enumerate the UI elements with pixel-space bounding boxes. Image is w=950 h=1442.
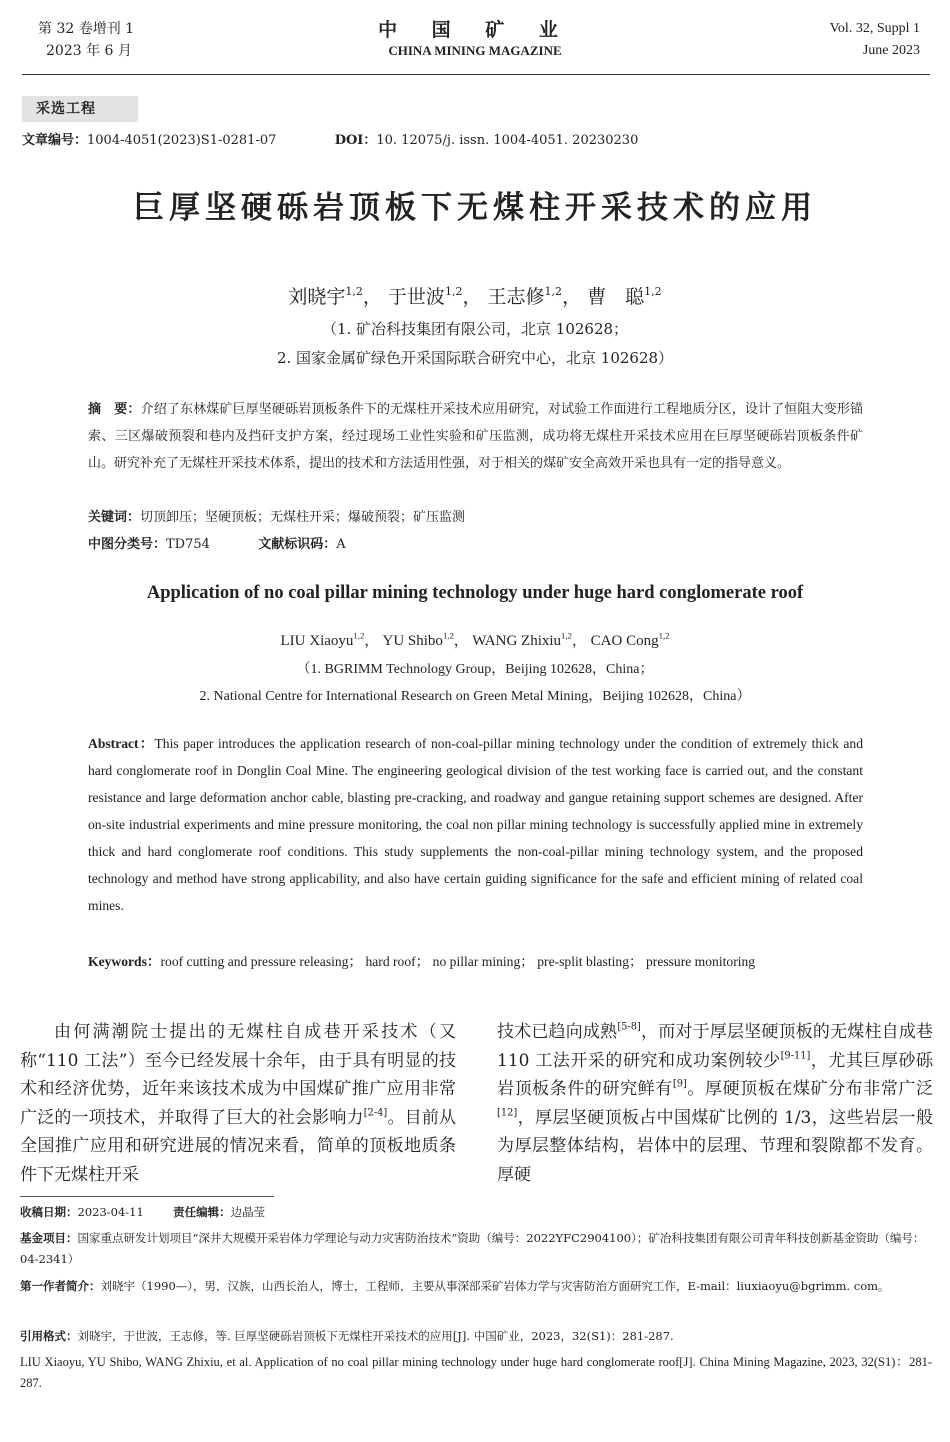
- footnote-cite-en: LIU Xiaoyu, YU Shibo, WANG Zhixiu, et al. Application of no coal pillar mining technology under huge hard conglomerate roof[J]. China Mining Magazine, 2023, 32(S1)：281-287.: [20, 1355, 932, 1390]
- abstract-cn-label: 摘 要：: [88, 402, 141, 417]
- body-text: 。厚硬顶板在煤矿分布非常广泛: [686, 1079, 934, 1099]
- body-text: ，而对于厚层坚硬顶板的无煤柱自成巷 110 工法开采的研究和成功案例较少: [497, 1022, 934, 1071]
- affiliation-en-1: （1. BGRIMM Technology Group，Beijing 102628，China；: [296, 662, 654, 677]
- article-meta: [22, 132, 638, 150]
- author-aff: 1,2: [442, 630, 454, 641]
- citation-ref[interactable]: [5-8]: [617, 1021, 641, 1033]
- authors-en: [0, 630, 950, 652]
- affiliation-cn-1: （1. 矿冶科技集团有限公司，北京 102628；: [321, 320, 629, 338]
- body-text: 技术已趋向成熟: [497, 1022, 618, 1042]
- issue-date: 2023 年 6 月: [46, 43, 132, 59]
- footnote-cite-cn: [20, 1326, 932, 1347]
- author-sep: ，: [571, 633, 587, 649]
- keywords-en-label: Keywords：: [88, 954, 161, 969]
- section-tag: 采选工程: [22, 96, 138, 122]
- affiliation-en-2: 2. National Centre for International Research on Green Metal Mining，Beijing 102628，China）: [199, 689, 751, 704]
- authors-cn: [0, 284, 950, 310]
- author-aff: 1,2: [644, 284, 662, 298]
- abstract-en-label: Abstract：: [88, 736, 155, 751]
- citation-ref[interactable]: [2-4]: [363, 1107, 388, 1119]
- received-label: 收稿日期：: [20, 1205, 78, 1219]
- journal-name-en: CHINA MINING MAGAZINE: [388, 43, 562, 58]
- journal-name-cn: 中 国 矿 业: [378, 19, 572, 41]
- author-aff: 1,2: [345, 284, 363, 298]
- author-sep: ，: [453, 633, 469, 649]
- author-name-en: WANG Zhixiu: [472, 633, 562, 649]
- body-text: ，尤其巨厚砂砾岩顶板条件的研究鲜有: [497, 1050, 933, 1099]
- author-sep: ，: [562, 286, 582, 308]
- issue-date-en: June 2023: [862, 43, 920, 58]
- author-name: 刘晓宇: [288, 286, 346, 308]
- author-aff: 1,2: [444, 284, 463, 298]
- keywords-cn: [88, 504, 863, 531]
- author-sep: ，: [364, 633, 380, 649]
- author-name-en: YU Shibo: [382, 633, 443, 649]
- doc-code-label: 文献标识码：: [258, 537, 337, 552]
- author-aff: 1,2: [544, 284, 563, 298]
- abstract-cn: [88, 396, 863, 477]
- keywords-cn-label: 关键词：: [88, 510, 141, 525]
- body-column-right: [497, 1018, 933, 1189]
- author-sep: ，: [462, 286, 482, 308]
- cite-cn-text: 刘晓宇，于世波，王志修，等. 巨厚坚硬砾岩顶板下无煤柱开采技术的应用[J]. 中国矿业，2023，32(S1)：281-287.: [77, 1329, 674, 1343]
- article-no: 1004-4051(2023)S1-0281-07: [87, 133, 277, 148]
- body-text: 由何满潮院士提出的无煤柱自成巷开采技术（又称“110 工法”）至今已经发展十余年，由于具有明显的技术和经济优势，近年来该技术成为中国煤矿推广应用非常广泛的一项技术，并取得了巨大的社会影响力: [20, 1022, 456, 1128]
- author-aff: 1,2: [561, 630, 572, 641]
- citation-ref[interactable]: [9]: [672, 1078, 687, 1090]
- cite-label: 引用格式：: [20, 1329, 78, 1343]
- author-name: 曹 聪: [587, 286, 645, 308]
- journal-volume-en: [830, 18, 920, 62]
- clc-label: 中图分类号：: [88, 537, 167, 552]
- fund-text: 国家重点研发计划项目“深井大规模开采岩体力学理论与动力灾害防治技术”资助（编号：2022YFC2904100）；矿冶科技集团有限公司青年科技创新基金资助（编号：04-2341）: [20, 1231, 925, 1266]
- body-text: 。目前从全国推广应用和研究进展的情况来看，简单的顶板地质条件下无煤柱开采: [20, 1107, 457, 1185]
- author-sep: ，: [362, 286, 382, 308]
- header-divider: [22, 74, 930, 75]
- author-name: 于世波: [387, 286, 445, 308]
- author-aff: 1,2: [353, 630, 365, 641]
- doi[interactable]: 10. 12075/j. issn. 1004-4051. 20230230: [376, 133, 639, 148]
- author-name: 王志修: [487, 286, 545, 308]
- body-column-left: [20, 1018, 456, 1189]
- keywords-en: [88, 948, 863, 975]
- body-text: ，厚层坚硬顶板占中国煤矿比例的 1/3，这些岩层一般为厚层整体结构，岩体中的层理、节理和裂隙都不发育。厚硬: [497, 1107, 933, 1185]
- journal-masthead: [0, 18, 950, 60]
- first-author-text: 刘晓宇（1990—），男，汉族，山西长治人，博士，工程师，主要从事深部采矿岩体力学与灾害防治方面研究工作，E-mail：liuxiaoyu@bgrimm. com。: [100, 1279, 890, 1293]
- abstract-en-text: This paper introduces the application research of non-coal-pillar mining technology under the condition of extremely thick and hard conglomerate roof in Donglin Coal Mine. The engineering geological division of the test working face is carried out, and the constant resistance and large deformation anchor cable, blasting pre-cracking, and roadway and gangue retaining support schemes are designed. After on-site industrial experiments and mine pressure monitoring, the coal non pillar mining technology is successfully applied mine in extremely thick and hard conglomerate roof conditions. This study supplements the non-coal-pillar mining technology system, and the proposed technology and method have strong applicability, and also have certain guiding significance for the safe and efficient mining of related coal mines.: [88, 736, 863, 913]
- citation-ref[interactable]: [9-11]: [780, 1050, 811, 1062]
- abstract-cn-text: 介绍了东林煤矿巨厚坚硬砾岩顶板条件下的无煤柱开采技术应用研究，对试验工作面进行工程地质分区，设计了恒阻大变形锚索、三区爆破预裂和巷内及挡矸支护方案，经过现场工业性实验和矿压监测，成功将无煤柱开采技术应用在巨厚坚硬砾岩顶板条件矿山。研究补充了无煤柱开采技术体系，提出的技术和方法适用性强，对于相关的煤矿安全高效开采也具有一定的指导意义。: [88, 402, 863, 471]
- abstract-en: [88, 730, 863, 919]
- volume-issue-en: Vol. 32, Suppl 1: [829, 21, 920, 36]
- keywords-en-text: roof cutting and pressure releasing； hard roof； no pillar mining； pre-split blasting； pressure monitoring: [160, 954, 756, 969]
- clc-code: TD754: [166, 537, 210, 552]
- received-date: 2023-04-11: [77, 1205, 144, 1219]
- fund-label: 基金项目：: [20, 1231, 78, 1245]
- first-author-label: 第一作者简介：: [20, 1279, 101, 1293]
- footnote-fund: [20, 1228, 932, 1270]
- author-name-en: LIU Xiaoyu: [280, 633, 354, 649]
- editor-label: 责任编辑：: [173, 1205, 231, 1219]
- page-title: 巨厚坚硬砾岩顶板下无煤柱开采技术的应用: [133, 190, 817, 226]
- doi-label: DOI：: [334, 133, 377, 148]
- footnote-received: [20, 1202, 932, 1223]
- author-name-en: CAO Cong: [590, 633, 659, 649]
- author-aff: 1,2: [658, 630, 670, 641]
- title-en: Application of no coal pillar mining technology under huge hard conglomerate roof: [146, 583, 804, 603]
- article-no-label: 文章编号：: [22, 133, 88, 148]
- keywords-cn-text: 切顶卸压；坚硬顶板；无煤柱开采；爆破预裂；矿压监测: [140, 510, 466, 525]
- footnote-divider: [20, 1196, 274, 1197]
- classification: [88, 531, 863, 558]
- citation-ref[interactable]: [12]: [497, 1107, 518, 1119]
- footnote-first-author: [20, 1276, 932, 1297]
- volume-issue: 第 32 卷增刊 1: [38, 21, 135, 37]
- doc-code: A: [336, 537, 346, 552]
- editor-name: 边晶莹: [230, 1205, 266, 1219]
- affiliation-cn-2: 2. 国家金属矿绿色开采国际联合研究中心，北京 102628）: [276, 349, 674, 367]
